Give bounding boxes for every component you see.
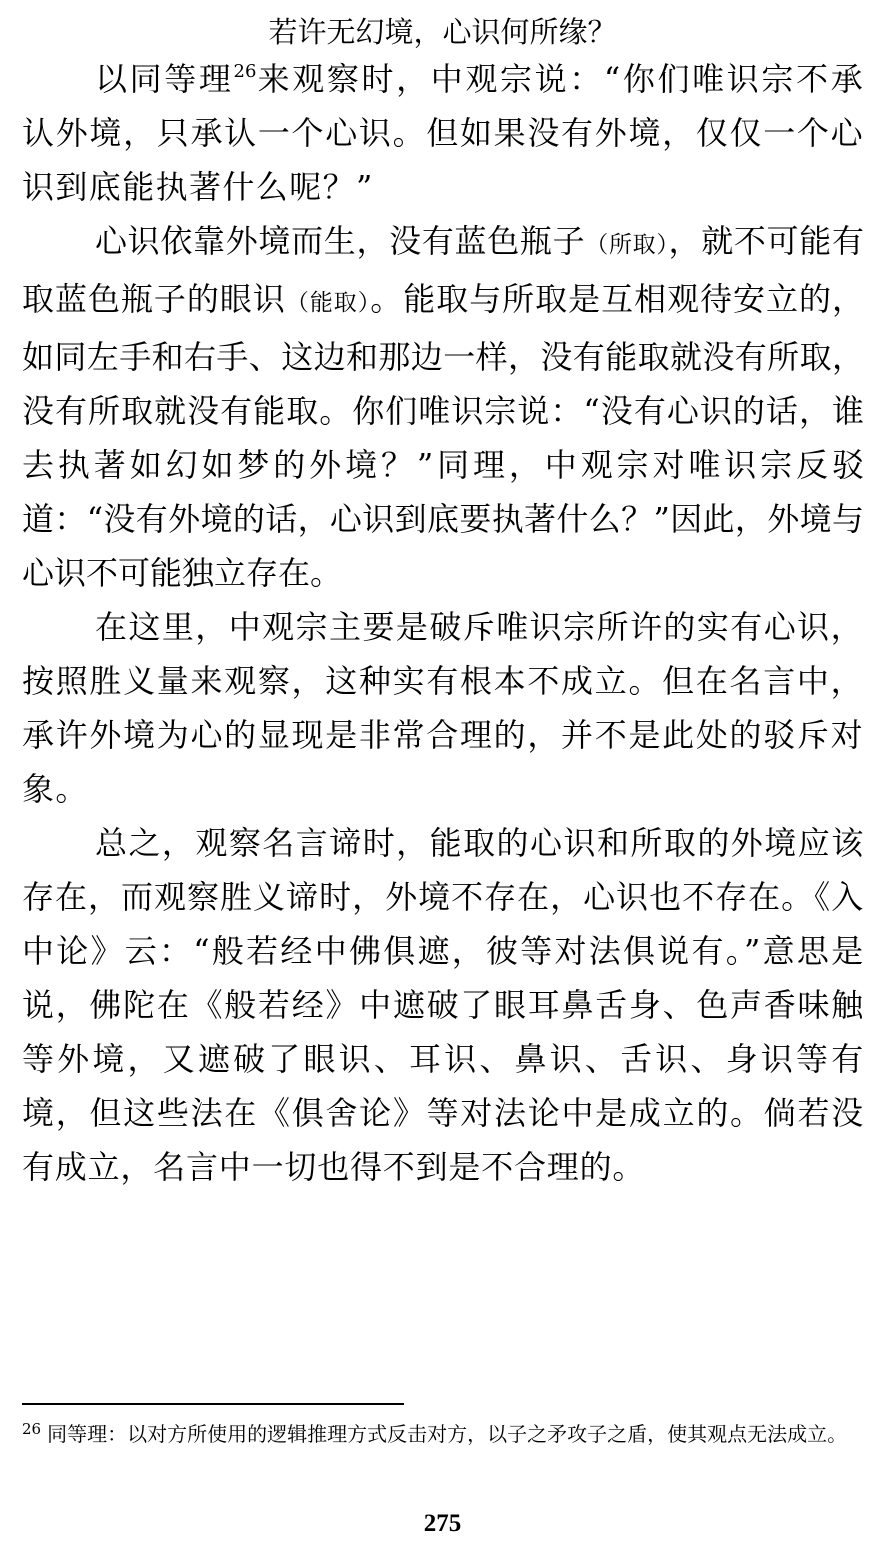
page-number: 275 [423,1510,462,1537]
paragraph-1-before-ref: 以同等理 [95,60,234,98]
body-text [22,52,864,1194]
footnote-text: 同等理：以对方所使用的逻辑推理方式反击对方，以子之矛攻子之盾，使其观点无法成立。 [47,1422,848,1446]
paragraph-2-part-1: 心识依靠外境而生，没有蓝色瓶子 [95,222,586,260]
section-heading: 若许无幻境，心识何所缘？ [268,15,617,49]
paragraph-2-note-2: （能取） [285,290,371,316]
paragraph-1 [22,52,864,214]
footnote-number: 26 [22,1420,42,1438]
paragraph-2-note-1: （所取） [585,232,669,258]
footnote-reference: 26 [233,61,257,82]
paragraph-3: 在这里，中观宗主要是破斥唯识宗所许的实有心识，按照胜义量来观察，这种实有根本不成立。但在名言中，承许外境为心的显现是非常合理的，并不是此处的驳斥对象。 [22,608,864,808]
footnote [22,1418,864,1450]
paragraph-2-part-3: 。能取与所取是互相观待安立的，如同左手和右手、这边和那边一样，没有能取就没有所取，没有所取就没有能取。你们唯识宗说：“没有心识的话，谁去执著如幻如梦的外境？”同理，中观宗对唯识宗反驳道：“没有外境的话，心识到底要执著什么？”因此，外境与心识不可能独立存在。 [22,280,864,592]
paragraph-2-part-2: ，就不可能有取蓝色瓶子的眼识 [22,222,864,318]
paragraph-4: 总之，观察名言谛时，能取的心识和所取的外境应该存在，而观察胜义谛时，外境不存在，心识也不存在。《入中论》云：“般若经中佛俱遮，彼等对法俱说有。”意思是说，佛陀在《般若经》中遮破了眼耳鼻舌身、色声香味触等外境，又遮破了眼识、耳识、鼻识、舌识、身识等有境，但这些法在《俱舍论》等对法论中是成立的。倘若没有成立，名言中一切也得不到是不合理的。 [22,824,864,1186]
paragraph-1-after-ref: 来观察时，中观宗说：“你们唯识宗不承认外境，只承认一个心识。但如果没有外境，仅仅一个心识到底能执著什么呢？” [22,60,864,206]
footnote-divider [22,1403,404,1405]
paragraph-2 [22,214,864,600]
